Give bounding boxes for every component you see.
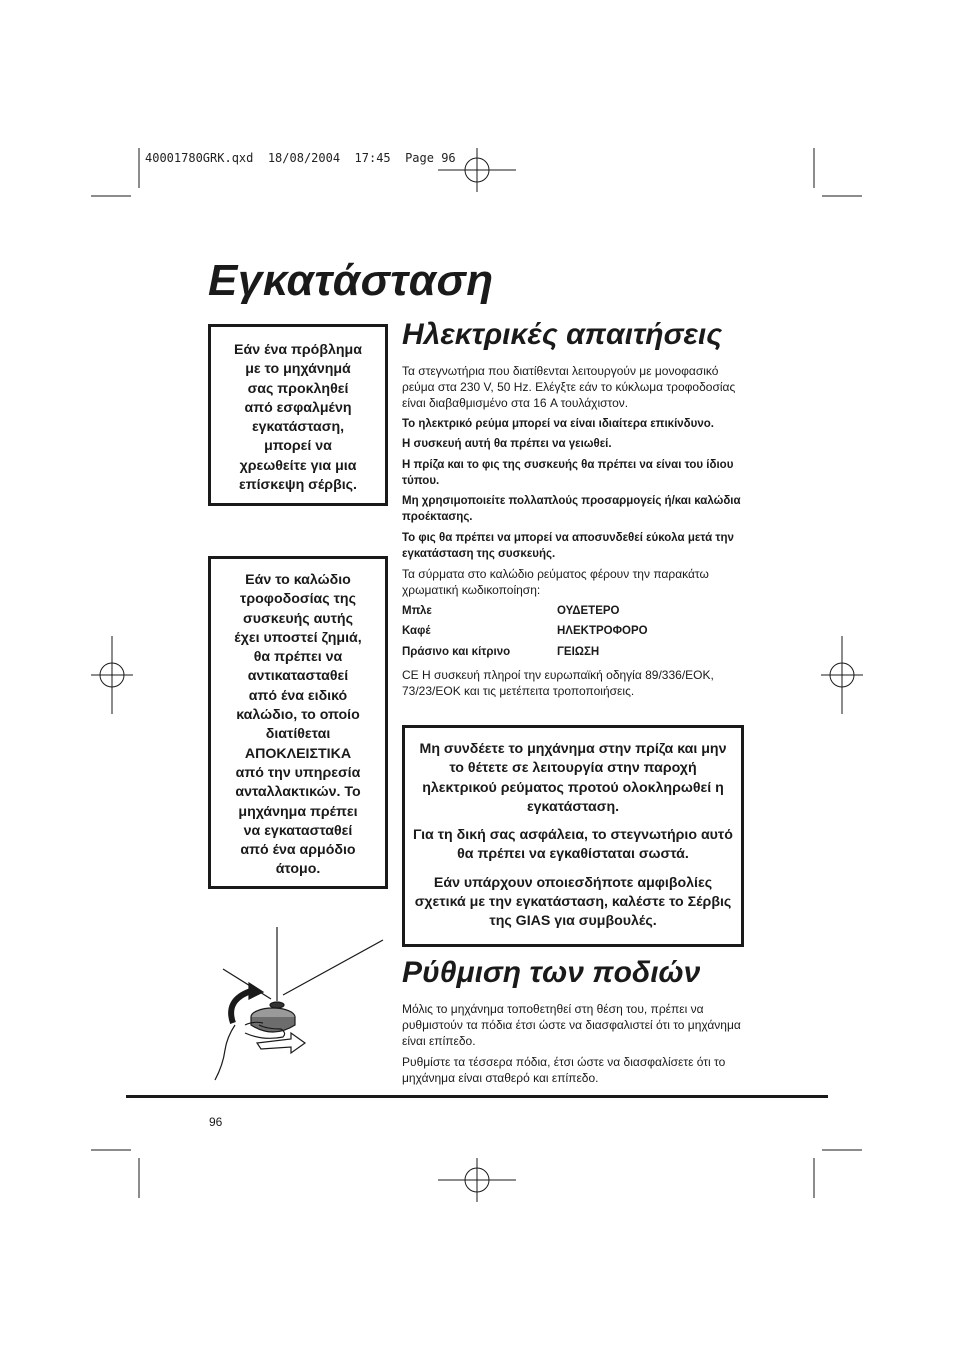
warning-line: άτομο.	[275, 861, 321, 878]
warning-line: από εσφαλμένη	[244, 399, 352, 416]
electrical-warning-adaptors: Μη χρησιμοποιείτε πολλαπλούς προσαρμογείς ή/και καλώδια προέκτασης.	[402, 495, 741, 523]
page-number: 96	[209, 1115, 223, 1129]
warning-line: Εάν ένα πρόβλημα	[234, 342, 362, 358]
ce-compliance-note: CE Η συσκευή πληροί την ευρωπαϊκή οδηγία 89/336/ΕΟΚ, 73/23/ΕΟΚ και τις μετέπειτα τροποποιήσεις.	[402, 668, 714, 698]
warning-line: μπορεί να	[264, 438, 332, 455]
warning-line: διατίθεται	[265, 726, 331, 743]
wire-function: ΓΕΙΩΣΗ	[557, 645, 600, 658]
warning-line: από ένα ειδικό	[248, 687, 348, 704]
warning-line: μηχάνημα πρέπει	[238, 803, 358, 820]
wire-color: Καφέ	[402, 625, 431, 637]
page-title: Εγκατάσταση	[208, 256, 494, 305]
warning-line: με το μηχάνημά	[245, 361, 351, 378]
warning-line: να εγκατασταθεί	[243, 822, 353, 839]
warning-line: τροφοδοσίας της	[240, 591, 356, 608]
electrical-warning-danger: Το ηλεκτρικό ρεύμα μπορεί να είναι ιδιαίτερα επικίνδυνο.	[402, 417, 714, 430]
warning-line: εγκατάσταση,	[251, 419, 345, 436]
electrical-requirements-body	[402, 363, 747, 704]
warning-line: σας προκληθεί	[247, 380, 349, 397]
wire-color: Μπλε	[402, 604, 432, 617]
electrical-requirements-heading: Ηλεκτρικές απαιτήσεις	[402, 318, 723, 351]
feet-paragraph: Ρυθμίστε τα τέσσερα πόδια, έτσι ώστε να διασφαλίσετε ότι το μηχάνημα είναι σταθερό και επίπεδο.	[402, 1054, 726, 1085]
warning-line: συσκευής αυτής	[243, 610, 353, 627]
warning-line: ανταλλακτικών. Το	[235, 784, 361, 801]
feet-adjustment-body	[402, 1001, 747, 1090]
footer-rule	[126, 1095, 828, 1098]
wire-function: ΗΛΕΚΤΡΟΦΟΡΟ	[557, 625, 648, 637]
feet-adjustment-heading: Ρύθμιση των ποδιών	[402, 956, 701, 989]
warning-line: αντικατασταθεί	[247, 668, 349, 685]
service-charge-warning-box	[208, 324, 388, 506]
power-cord-warning-box	[208, 556, 388, 889]
warning-line: ΑΠΟΚΛΕΙΣΤΙΚΑ	[244, 745, 352, 762]
safety-paragraph: Για τη δική σας ασφάλεια, το στεγνωτήριο αυτό θα πρέπει να εγκαθίσταται σωστά.	[413, 827, 733, 863]
foot-adjustment-illustration	[205, 925, 390, 1085]
warning-line: χρεωθείτε για μια	[239, 457, 357, 474]
wire-function: ΟΥΔΕΤΕΡΟ	[557, 604, 620, 617]
safety-paragraph: Εάν υπάρχουν οποιεσδήποτε αμφιβολίες σχετικά με την εγκατάσταση, καλέστε το Σέρβις της GIAS για συμβουλές.	[414, 874, 732, 930]
feet-paragraph: Μόλις το μηχάνημα τοποθετηθεί στη θέση του, πρέπει να ρυθμιστούν τα πόδια έτσι ώστε να διασφαλιστεί ότι το μηχάνημα είναι επίπεδο.	[402, 1002, 741, 1048]
electrical-warning-plug: Η πρίζα και το φις της συσκευής θα πρέπει να είναι του ίδιου τύπου.	[402, 458, 734, 487]
warning-line: από ένα αρμόδιο	[240, 842, 356, 859]
installation-safety-box	[402, 725, 744, 947]
warning-line: καλώδιο, το οποίο	[236, 707, 360, 724]
table-row	[402, 644, 747, 665]
table-row	[402, 603, 747, 624]
warning-line: θα πρέπει να	[253, 649, 343, 666]
warning-line: από την υπηρεσία	[235, 764, 361, 781]
electrical-warning-earth: Η συσκευή αυτή θα πρέπει να γειωθεί.	[402, 438, 612, 450]
warning-line: έχει υποστεί ζημιά,	[234, 629, 362, 646]
table-row	[402, 623, 747, 644]
electrical-warning-disconnect: Το φις θα πρέπει να μπορεί να αποσυνδεθεί εύκολα μετά την εγκατάσταση της συσκευής.	[402, 531, 734, 560]
warning-line: επίσκεψη σέρβις.	[239, 477, 357, 494]
wire-color: Πράσινο και κίτρινο	[402, 645, 511, 658]
electrical-intro: Τα στεγνωτήρια που διατίθενται λειτουργούν με μονοφασικό ρεύμα στα 230 V, 50 Hz. Ελέγξτε εάν το κύκλωμα τροφοδοσίας είναι διαβαθμισμένο στα 16 A τουλάχιστον.	[402, 364, 736, 410]
wiring-color-table	[402, 603, 747, 665]
file-slug: 40001780GRK.qxd 18/08/2004 17:45 Page 96	[145, 151, 456, 165]
wiring-intro: Τα σύρματα στο καλώδιο ρεύματος φέρουν την παρακάτω χρωματική κωδικοποίηση:	[402, 567, 709, 597]
warning-line: Εάν το καλώδιο	[245, 572, 351, 588]
safety-paragraph: Μη συνδέετε το μηχάνημα στην πρίζα και μην το θέτετε σε λειτουργία στην παροχή ηλεκτρικού ρεύματος προτού ολοκληρωθεί η εγκατάσταση.	[419, 741, 727, 815]
